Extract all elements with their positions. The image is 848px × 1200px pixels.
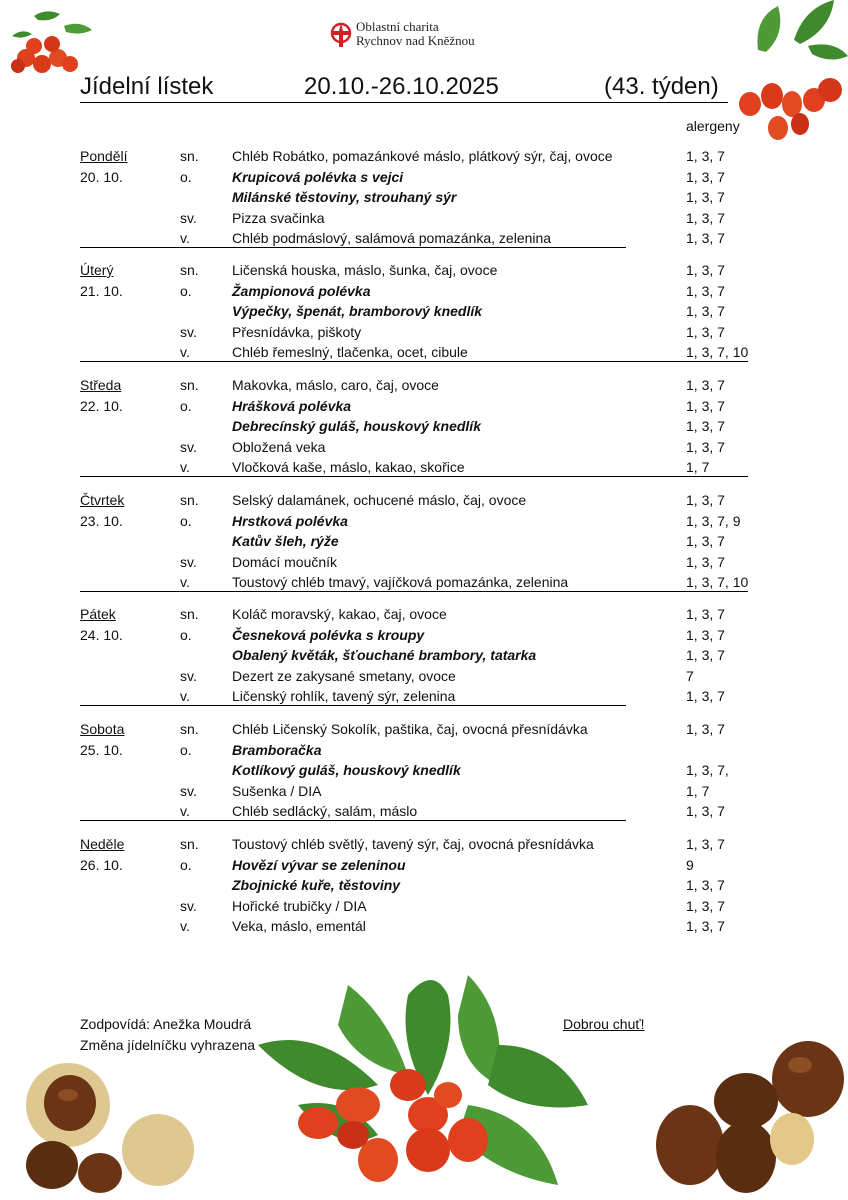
menu-row — [80, 531, 748, 551]
day-date: 24. 10. — [80, 626, 123, 643]
dish-name: Bramboračka — [232, 741, 322, 758]
dish-name: Veka, máslo, ementál — [232, 918, 366, 935]
allergens-column-header: alergeny — [686, 118, 740, 134]
menu-change-note: Změna jídelníčku vyhrazena — [80, 1037, 256, 1053]
meal-code: v. — [180, 918, 190, 935]
allergen-codes: 1, 3, 7 — [686, 626, 725, 643]
dish-name: Česneková polévka s kroupy — [232, 626, 425, 643]
meal-code: sv. — [180, 782, 197, 799]
dish-name: Domácí moučník — [232, 553, 338, 570]
allergen-codes: 1, 3, 7 — [686, 168, 725, 185]
day-separator — [80, 361, 748, 362]
menu-row — [80, 740, 748, 760]
dish-name: Hořické trubičky / DIA — [232, 897, 367, 914]
meal-code: v. — [180, 574, 190, 591]
menu-row — [80, 666, 748, 686]
menu-row — [80, 760, 748, 780]
allergen-codes: 9 — [686, 856, 694, 873]
dish-name: Hrstková polévka — [232, 512, 348, 529]
allergen-codes: 1, 3, 7 — [686, 230, 725, 247]
dish-name: Hovězí vývar se zeleninou — [232, 856, 406, 873]
dish-name: Katův šleh, rýže — [232, 533, 339, 550]
dish-name: Koláč moravský, kakao, čaj, ovoce — [232, 606, 447, 622]
dish-name: Debrecínský guláš, houskový knedlík — [232, 418, 481, 435]
day-date: 23. 10. — [80, 512, 123, 529]
week-number: (43. týden) — [604, 73, 719, 100]
allergen-codes: 1, 3, 7, 10 — [686, 574, 749, 591]
day-name: Úterý — [80, 262, 114, 278]
dish-name: Makovka, máslo, caro, čaj, ovoce — [232, 377, 439, 393]
allergen-codes: 1, 3, 7 — [686, 606, 725, 622]
menu-row — [80, 416, 748, 436]
menu-row — [80, 322, 748, 342]
allergen-codes: 1, 3, 7 — [686, 877, 725, 894]
responsible-person: Zodpovídá: Anežka Moudrá — [80, 1016, 252, 1032]
allergen-codes: 1, 3, 7, 9 — [686, 512, 741, 529]
day-date: 20. 10. — [80, 168, 123, 185]
meal-code: o. — [180, 282, 192, 299]
menu-row — [80, 781, 748, 801]
meal-code: v. — [180, 803, 190, 820]
meal-code: sn. — [180, 377, 199, 393]
meal-code: sv. — [180, 897, 197, 914]
day-name: Neděle — [80, 836, 125, 852]
day-separator — [80, 247, 626, 248]
menu-row — [80, 916, 748, 936]
allergen-codes: 1, 3, 7 — [686, 438, 725, 455]
allergen-codes: 1, 3, 7 — [686, 262, 725, 278]
dish-name: Chléb podmáslový, salámová pomazánka, zelenina — [232, 230, 552, 247]
menu-row — [80, 228, 748, 248]
meal-code: o. — [180, 741, 192, 758]
dish-name: Obalený květák, šťouchané brambory, tatarka — [232, 647, 537, 664]
dish-name: Toustový chléb světlý, tavený sýr, čaj, ovocná přesnídávka — [232, 836, 594, 852]
menu-row — [80, 645, 748, 665]
meal-code: o. — [180, 626, 192, 643]
menu-row — [80, 301, 748, 321]
charity-logo — [330, 20, 530, 52]
allergen-codes: 1, 3, 7 — [686, 418, 725, 435]
meal-code: o. — [180, 397, 192, 414]
rosehip-decoration-top-left — [4, 6, 94, 78]
allergen-codes: 1, 3, 7 — [686, 189, 725, 206]
day-date: 22. 10. — [80, 397, 123, 414]
allergen-codes: 7 — [686, 667, 694, 684]
menu-row — [80, 281, 748, 301]
day-date: 26. 10. — [80, 856, 123, 873]
menu-row — [80, 167, 748, 187]
dish-name: Vločková kaše, máslo, kakao, skořice — [232, 459, 465, 476]
meal-code: v. — [180, 344, 190, 361]
dish-name: Žampionová polévka — [232, 282, 371, 299]
charity-cross-icon — [330, 22, 352, 48]
dish-name: Výpečky, špenát, bramborový knedlík — [232, 303, 483, 320]
page-title: Jídelní lístek — [80, 73, 214, 100]
menu-row — [80, 342, 748, 362]
allergen-codes: 1, 3, 7 — [686, 721, 725, 737]
dish-name: Selský dalamánek, ochucené máslo, čaj, ovoce — [232, 492, 527, 508]
menu-row — [80, 855, 748, 875]
day-name: Pátek — [80, 606, 116, 622]
menu-row — [80, 457, 748, 477]
allergen-codes: 1, 3, 7 — [686, 647, 725, 664]
dish-name: Chléb Robátko, pomazánkové máslo, plátkový sýr, čaj, ovoce — [232, 148, 613, 164]
date-range: 20.10.-26.10.2025 — [304, 73, 499, 100]
meal-code: o. — [180, 856, 192, 873]
meal-code: sv. — [180, 323, 197, 340]
menu-row — [80, 146, 748, 166]
allergen-codes: 1, 3, 7 — [686, 803, 725, 820]
meal-code: sv. — [180, 209, 197, 226]
allergen-codes: 1, 3, 7 — [686, 897, 725, 914]
dish-name: Sušenka / DIA — [232, 782, 322, 799]
dish-name: Milánské těstoviny, strouhaný sýr — [232, 189, 457, 206]
dish-name: Dezert ze zakysané smetany, ovoce — [232, 667, 456, 684]
rosehip-decoration-top-right — [734, 0, 848, 146]
menu-row — [80, 260, 748, 280]
allergen-codes: 1, 3, 7 — [686, 377, 725, 393]
menu-row — [80, 801, 748, 821]
dish-name: Hrášková polévka — [232, 397, 352, 414]
menu-row — [80, 604, 748, 624]
day-name: Pondělí — [80, 148, 128, 164]
meal-code: sv. — [180, 667, 197, 684]
menu-row — [80, 552, 748, 572]
menu-row — [80, 572, 748, 592]
allergen-codes: 1, 3, 7 — [686, 553, 725, 570]
footer-notes — [80, 1014, 255, 1056]
menu-row — [80, 396, 748, 416]
day-separator — [80, 820, 626, 821]
dish-name: Chléb sedlácký, salám, máslo — [232, 803, 418, 820]
meal-code: sn. — [180, 721, 199, 737]
meal-code: sn. — [180, 836, 199, 852]
greeting: Dobrou chuť! — [563, 1016, 645, 1032]
meal-code: sn. — [180, 148, 199, 164]
meal-code: sv. — [180, 438, 197, 455]
day-name: Sobota — [80, 721, 125, 737]
dish-name: Chléb řemeslný, tlačenka, ocet, cibule — [232, 344, 468, 361]
menu-row — [80, 875, 748, 895]
day-date: 21. 10. — [80, 282, 123, 299]
day-name: Čtvrtek — [80, 492, 125, 508]
menu-row — [80, 625, 748, 645]
dish-name: Krupicová polévka s vejci — [232, 168, 404, 185]
meal-code: sv. — [180, 553, 197, 570]
organization-line-2: Rychnov nad Kněžnou — [356, 33, 475, 48]
allergen-codes: 1, 3, 7 — [686, 397, 725, 414]
dish-name: Ličenský rohlík, tavený sýr, zelenina — [232, 688, 456, 705]
menu-row — [80, 437, 748, 457]
allergen-codes: 1, 3, 7 — [686, 282, 725, 299]
meal-code: v. — [180, 459, 190, 476]
day-separator — [80, 591, 748, 592]
allergen-codes: 1, 3, 7 — [686, 533, 725, 550]
meal-code: o. — [180, 168, 192, 185]
dish-name: Chléb Ličenský Sokolík, paštika, čaj, ovocná přesnídávka — [232, 721, 588, 737]
meal-code: o. — [180, 512, 192, 529]
meal-code: sn. — [180, 262, 199, 278]
dish-name: Pizza svačinka — [232, 209, 325, 226]
dish-name: Zbojnické kuře, těstoviny — [232, 877, 401, 894]
menu-row — [80, 686, 748, 706]
allergen-codes: 1, 3, 7 — [686, 303, 725, 320]
dish-name: Obložená veka — [232, 438, 326, 455]
allergen-codes: 1, 3, 7 — [686, 918, 725, 935]
dish-name: Přesnídávka, piškoty — [232, 323, 362, 340]
allergen-codes: 1, 7 — [686, 459, 710, 476]
day-name: Středa — [80, 377, 122, 393]
rosehip-leaves-decoration — [258, 955, 598, 1200]
menu-row — [80, 490, 748, 510]
allergen-codes: 1, 3, 7 — [686, 148, 725, 164]
allergen-codes: 1, 3, 7, 10 — [686, 344, 749, 361]
allergen-codes: 1, 3, 7 — [686, 688, 725, 705]
menu-title-bar — [80, 72, 728, 103]
day-separator — [80, 705, 626, 706]
allergen-codes: 1, 3, 7 — [686, 492, 725, 508]
menu-row — [80, 719, 748, 739]
allergen-codes: 1, 3, 7 — [686, 323, 725, 340]
allergen-codes: 1, 7 — [686, 782, 710, 799]
meal-code: sn. — [180, 606, 199, 622]
menu-row — [80, 511, 748, 531]
menu-row — [80, 834, 748, 854]
menu-row — [80, 375, 748, 395]
organization-line-1: Oblastní charita — [356, 19, 439, 34]
chestnut-decoration-left — [8, 1055, 208, 1200]
meal-code: v. — [180, 230, 190, 247]
menu-row — [80, 896, 748, 916]
day-separator — [80, 476, 748, 477]
meal-code: sn. — [180, 492, 199, 508]
allergen-codes: 1, 3, 7 — [686, 209, 725, 226]
dish-name: Toustový chléb tmavý, vajíčková pomazánka, zelenina — [232, 574, 569, 591]
organization-name — [356, 20, 475, 48]
dish-name: Kotlíkový guláš, houskový knedlík — [232, 762, 461, 779]
day-date: 25. 10. — [80, 741, 123, 758]
allergen-codes: 1, 3, 7 — [686, 836, 725, 852]
menu-row — [80, 208, 748, 228]
allergen-codes: 1, 3, 7, — [686, 762, 729, 779]
menu-row — [80, 187, 748, 207]
dish-name: Ličenská houska, máslo, šunka, čaj, ovoce — [232, 262, 498, 278]
chestnut-decoration-right — [650, 1035, 848, 1200]
meal-code: v. — [180, 688, 190, 705]
